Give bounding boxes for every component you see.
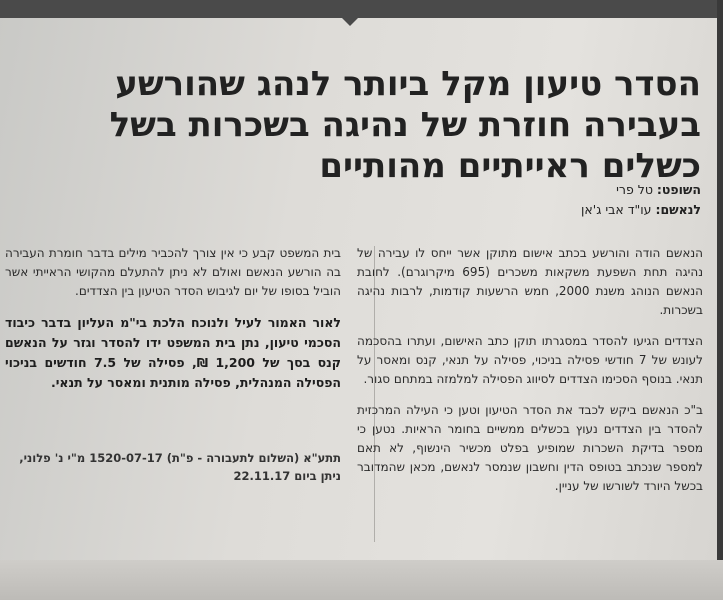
paragraph: בית המשפט קבע כי אין צורך להכביר מילים בדבר חומרת העבירה בה הורשע הנאשם ואולם לא ניתן להתעלם מהקושי הראייתי אשר הוביל בסופו של יום לגיבוש הסדר הטיעון בין הצדדים.: [5, 246, 341, 298]
case-reference-line-2: ניתן ביום 22.11.17: [233, 469, 341, 483]
article-headline: הסדר טיעון מקל ביותר לנהג שהורשע בעבירה חוזרת של נהיגה בשכרות בשל כשלים ראייתיים מהותיים: [109, 64, 701, 186]
ruling-paragraph: לאור האמור לעיל ולנוכח הלכת בי"מ העליון בדבר כיבוד הסכמי טיעון, נתן בית המשפט ידו להסדר וגזר על הנאשם קנס בסך של 1,200 ₪, פסילה של 7.5 חודשים בניכוי הפסילה המנהלית, פסילה מותנית ומאסר על תנאי.: [5, 315, 341, 390]
page-bottom-margin: [0, 560, 723, 600]
case-reference: [5, 449, 341, 485]
judge-label: השופט:: [656, 182, 701, 197]
defense-name: עו"ד אבי ג'אן: [581, 202, 652, 217]
defense-line: [401, 200, 701, 220]
paragraph: הצדדים הגיעו להסדר במסגרתו תוקן כתב האישום, ועתרו בהסכמה לעונש של 7 חודשי פסילה בניכוי, פסילה על תנאי, קנס ומאסר על תנאי. בנוסף הסכימו הצדדים לסיווג הפסילה למלמזה במתחם סגור.: [357, 334, 704, 386]
top-notch-marker: [334, 10, 366, 26]
case-reference-line-1: תתע"א (השלום לתעבורה - פ"ת) 1520-07-17 מ"י נ' פלוני,: [19, 451, 341, 465]
paragraph: הנאשם הודה והורשע בכתב אישום מתוקן אשר ייחס לו עבירה של נהיגה תחת השפעת משקאות משכרים (695 מיקרוגרם). לחובת הנאשם הנוהג משנת 2000, חמש הרשעות קודמות, לרבות נהיגה בשכרות.: [357, 246, 704, 317]
right-edge-bar: [717, 0, 723, 600]
judge-line: [401, 180, 701, 200]
article-column-right: [357, 244, 703, 508]
article-credits: [401, 180, 701, 220]
article-column-left: [5, 244, 341, 485]
defense-label: לנאשם:: [655, 202, 701, 217]
judge-name: טל פרי: [616, 182, 653, 197]
paragraph: ב"כ הנאשם ביקש לכבד את הסדר הטיעון וטען כי העילה המרכזית להסדר בין הצדדים נעוץ בכשלים ממשיים בחומר הראיות. נטען כי מספר בדיקת השכרות שמופיע בפלט מכשיר הינשוף, לא תאם למספר שנכתב בטופס הדין וחשבון שנמסר לנאשם, מכאן שהמדובר בכשל היורד לשורשו של עניין.: [357, 403, 703, 493]
